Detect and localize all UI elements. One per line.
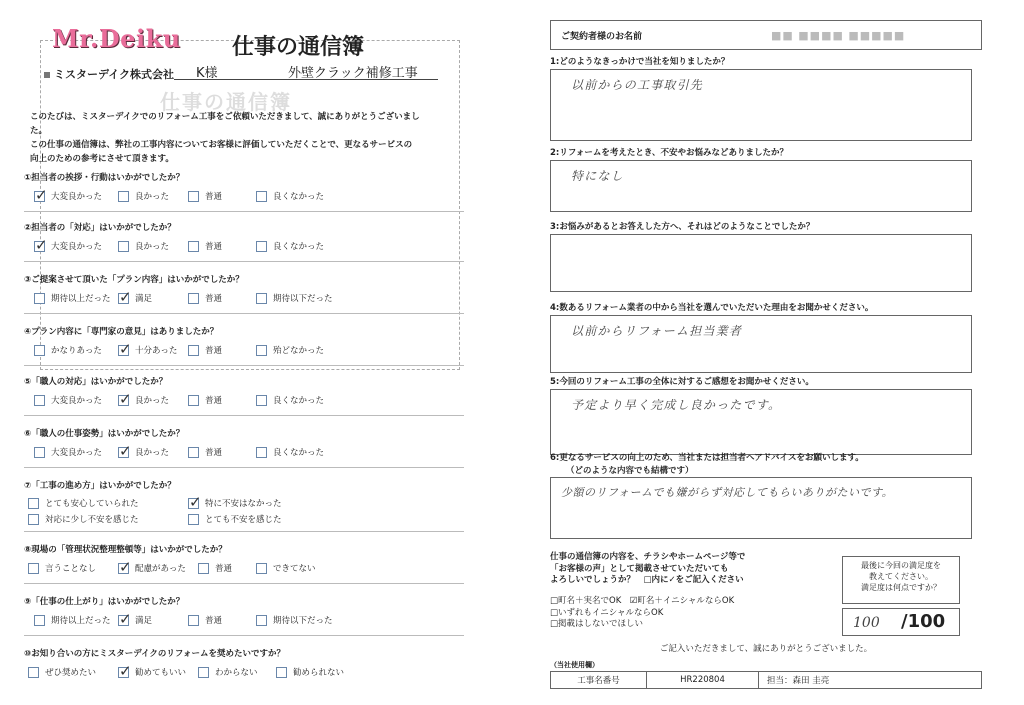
work-number: HR220804 [647,672,759,688]
checkbox-icon[interactable] [276,667,287,678]
option[interactable] [256,394,324,406]
question-2 [24,222,464,262]
consent-option[interactable]: □いずれもイニシャルならOK [550,607,664,618]
option[interactable] [34,394,102,406]
option[interactable] [256,446,324,458]
checkbox-icon[interactable] [34,345,45,356]
option[interactable] [198,666,258,678]
consent-option[interactable]: □町名＋実名でOK ☑町名＋イニシャルならOK [550,596,735,606]
answer-box[interactable] [550,389,972,455]
bleed-through-text: 仕事の通信簿 [160,90,292,114]
checkbox-icon[interactable] [198,667,209,678]
option-label: 良くなかった [273,192,325,202]
checkbox-icon[interactable] [256,241,267,252]
option-label: 大変良かった [51,242,103,252]
satisfaction-score-box[interactable] [842,608,960,636]
option[interactable] [276,666,344,678]
option[interactable] [256,344,324,356]
option[interactable] [188,614,222,626]
option-label: 良かった [135,242,170,252]
office-use-label: （当社使用欄） [550,661,599,669]
checkbox-icon[interactable] [34,447,45,458]
checkbox-checked-icon[interactable] [118,563,129,574]
option[interactable] [188,394,222,406]
consent-line: よろしいでしょうか？ □内に✓をご記入ください [550,575,744,585]
handwritten-answer: 以前からリフォーム担当業者 [571,324,743,338]
option-label: できてない [273,564,316,574]
option-label: 普通 [205,616,223,626]
option-label: 普通 [215,564,233,574]
option-label: 配慮があった [135,564,186,574]
checkbox-icon[interactable] [188,191,199,202]
answer-box[interactable] [550,160,972,212]
free-question-3 [550,221,982,292]
option-label: 満足 [135,294,153,304]
option-label: わからない [215,668,258,678]
question-3 [24,274,464,314]
option-label: 良かった [135,192,170,202]
page-title: 仕事の通信簿 [232,35,365,60]
option-label: 特に不安はなかった [205,499,282,509]
option-label: 普通 [205,448,223,458]
customer-name: K様 [196,66,218,81]
checkbox-icon[interactable] [28,514,39,525]
option-label: 勧められない [293,668,345,678]
intro-line: 向上のための参考にさせて頂きます。 [30,154,174,164]
option[interactable] [118,190,169,202]
company-logo: Mr.Deiku [52,24,181,53]
option[interactable] [28,666,96,678]
checkbox-checked-icon[interactable] [34,241,45,252]
answer-box[interactable] [550,315,972,373]
survey-back-page [512,0,1024,705]
option-label: 十分あった [135,346,178,356]
checkbox-checked-icon[interactable] [118,447,129,458]
option-label: 期待以上だった [51,294,111,304]
option[interactable] [188,344,222,356]
option-label: 大変良かった [51,448,103,458]
option-label: 良くなかった [273,396,325,406]
checkbox-icon[interactable] [188,241,199,252]
company-name: ミスターデイク株式会社 [44,66,174,82]
option[interactable] [28,562,96,574]
option[interactable] [188,240,222,252]
question-8 [24,544,464,584]
checkbox-checked-icon[interactable] [118,667,129,678]
consent-line: 「お客様の声」として掲載させていただいても [550,563,729,574]
checkbox-checked-icon[interactable] [118,293,129,304]
question-text: 6:更なるサービスの向上のため、当社または担当者へアドバイスをお願いします。 [550,453,864,463]
option[interactable] [188,497,282,509]
option[interactable] [34,240,102,252]
contractor-name-row [550,20,982,50]
question-text: 2:リフォームを考えたとき、不安やお悩みなどありましたか？ [550,148,789,158]
intro-line: このたびは、ミスターデイクでのリフォーム工事をご依頼いただきまして、誠にありがとうございました。 [30,112,420,136]
satisfaction-max: /100 [901,611,946,632]
option-label: 言うことなし [45,564,97,574]
option-label: 普通 [205,346,223,356]
checkbox-icon[interactable] [118,191,129,202]
checkbox-icon[interactable] [188,514,199,525]
free-question-5 [550,376,982,455]
option-label: 普通 [205,396,223,406]
answer-box[interactable] [550,234,972,292]
option-label: かなりあった [51,346,102,356]
checkbox-icon[interactable] [28,667,39,678]
intro-line: この仕事の通信簿は、弊社の工事内容についてお客様に評価していただくことで、更なるサービスの [30,140,413,150]
checkbox-icon[interactable] [188,615,199,626]
option[interactable] [118,614,152,626]
option[interactable] [34,614,111,626]
handwritten-answer: 少額のリフォームでも嫌がらず対応してもらいありがたいです。 [561,486,894,499]
checkbox-icon[interactable] [188,447,199,458]
checkbox-icon[interactable] [34,395,45,406]
option[interactable] [118,562,186,574]
work-name: 外壁クラック補修工事 [288,66,418,81]
checkbox-icon[interactable] [34,293,45,304]
option[interactable] [118,240,169,252]
thank-you-note: ご記入いただきまして、誠にありがとうございました。 [659,644,873,654]
option[interactable] [34,190,102,202]
satisfaction-score: 100 [853,615,880,631]
option-label: 良かった [135,448,170,458]
option[interactable] [188,446,222,458]
consent-option[interactable]: □掲載はしないでほしい [550,619,644,629]
option[interactable] [28,497,139,509]
satisfaction-line: 満足度は何点ですか？ [861,583,941,592]
question-text: ①担当者の挨拶・行動はいかがでしたか？ [24,173,185,183]
option-label: 良かった [135,396,170,406]
handwritten-answer: 特になし [571,169,624,183]
office-use-row [550,671,982,689]
option-label: 普通 [205,294,223,304]
checkbox-icon[interactable] [256,345,267,356]
option-label: 普通 [205,242,223,252]
option[interactable] [34,344,102,356]
handwritten-answer: 以前からの工事取引先 [571,78,704,92]
checkbox-checked-icon[interactable] [188,498,199,509]
option-label: 良くなかった [273,448,325,458]
question-6 [24,428,464,468]
option[interactable] [256,190,324,202]
option-label: 期待以下だった [273,294,333,304]
question-text: ⑧現場の「管理状況整理整頓等」はいかがでしたか？ [24,545,227,555]
option[interactable] [118,344,177,356]
question-4 [24,326,464,366]
question-text: ②担当者の「対応」はいかがでしたか？ [24,223,176,233]
contractor-name-value[interactable]: ■■ ■■■■ ■■■■■ [771,29,906,42]
checkbox-icon[interactable] [188,293,199,304]
satisfaction-prompt [842,556,960,604]
option-label: 殆どなかった [273,346,325,356]
answer-box[interactable] [550,69,972,141]
option[interactable] [256,614,333,626]
question-text: ⑥「職人の仕事姿勢」はいかがでしたか？ [24,429,185,439]
work-number-label: 工事名番号 [551,672,647,688]
satisfaction-line: 最後に今回の満足度を [861,561,941,570]
consent-options [550,596,840,631]
checkbox-checked-icon[interactable] [118,395,129,406]
option-label: ぜひ奨めたい [45,668,97,678]
option[interactable] [118,292,152,304]
question-text: 3:お悩みがあるとお答えした方へ、それはどのようなことでしたか？ [550,222,815,232]
option[interactable] [118,666,186,678]
checkbox-icon[interactable] [198,563,209,574]
checkbox-icon[interactable] [256,563,267,574]
option-label: とても安心していられた [45,499,139,509]
intro-text [30,110,430,166]
question-7 [24,480,464,532]
checkbox-icon[interactable] [188,395,199,406]
question-text: ⑩お知り合いの方にミスターデイクのリフォームを奨めたいですか？ [24,649,286,659]
checkbox-icon[interactable] [256,293,267,304]
checkbox-checked-icon[interactable] [118,615,129,626]
question-text: 4:数あるリフォーム業者の中から当社を選んでいただいた理由をお聞かせください。 [550,303,874,313]
option[interactable] [256,562,316,574]
question-9 [24,596,464,636]
checkbox-icon[interactable] [188,345,199,356]
option[interactable] [34,292,111,304]
option[interactable] [188,513,282,525]
question-1 [24,172,464,212]
option-label: 勧めてもいい [135,668,187,678]
consent-line: 仕事の通信簿の内容を、チラシやホームページ等で [550,552,746,562]
question-text: ⑨「仕事の仕上がり」はいかがでしたか？ [24,597,185,607]
option-label: 期待以下だった [273,616,333,626]
answer-box[interactable] [550,477,972,539]
publication-consent [550,552,840,587]
option-label: 良くなかった [273,242,325,252]
option[interactable] [118,446,169,458]
checkbox-icon[interactable] [256,191,267,202]
option-label: 期待以上だった [51,616,111,626]
question-text: 1:どのようなきっかけで当社を知りましたか？ [550,57,730,67]
option-label: 満足 [135,616,153,626]
checkbox-icon[interactable] [256,615,267,626]
option[interactable] [256,292,333,304]
option[interactable] [34,446,102,458]
checkbox-checked-icon[interactable] [34,191,45,202]
question-5 [24,376,464,416]
free-question-2 [550,147,982,212]
checkbox-icon[interactable] [256,395,267,406]
option[interactable] [188,292,222,304]
question-text: ④プラン内容に「専門家の意見」はありましたか？ [24,327,219,337]
question-text: 5:今回のリフォーム工事の全体に対するご感想をお聞かせください。 [550,377,814,387]
checkbox-icon[interactable] [118,241,129,252]
checkbox-icon[interactable] [256,447,267,458]
question-subtext: （どのような内容でも結構です） [566,466,694,476]
option[interactable] [198,562,232,574]
option-label: 対応に少し不安を感じた [45,515,139,525]
question-text: ⑦「工事の進め方」はいかがでしたか？ [24,481,176,491]
checkbox-checked-icon[interactable] [118,345,129,356]
checkbox-icon[interactable] [28,563,39,574]
free-question-6 [550,452,982,539]
option-label: とても不安を感じた [205,515,282,525]
option[interactable] [118,394,169,406]
contractor-name-label: ご契約者様のお名前 [561,32,643,42]
option[interactable] [188,190,222,202]
free-question-4 [550,302,982,373]
option[interactable] [256,240,324,252]
free-question-1 [550,56,982,141]
option-label: 大変良かった [51,192,103,202]
question-text: ⑤「職人の対応」はいかがでしたか？ [24,377,168,387]
option-label: 大変良かった [51,396,103,406]
question-10 [24,648,464,688]
handwritten-answer: 予定より早く完成し良かったです。 [571,398,782,412]
staff-name: 担当：森田 圭亮 [767,676,830,686]
option-label: 普通 [205,192,223,202]
option[interactable] [28,513,139,525]
question-text: ③ご提案させて頂いた「プラン内容」はいかがでしたか？ [24,275,244,285]
satisfaction-line: 教えてください。 [869,572,933,581]
checkbox-icon[interactable] [28,498,39,509]
checkbox-icon[interactable] [34,615,45,626]
